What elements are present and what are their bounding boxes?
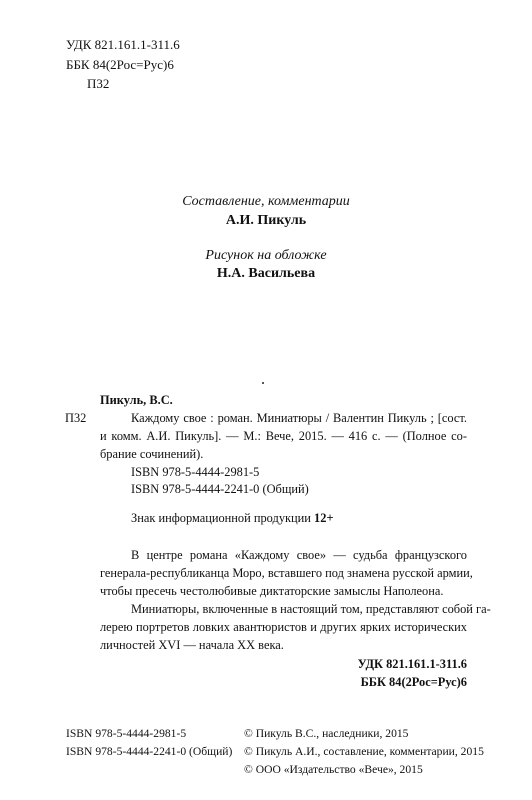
udk-code-top: УДК 821.161.1-311.6 <box>66 37 180 52</box>
annotation-line-6: личностей XVI — начала XX века. <box>100 638 284 652</box>
copyright-compiler: © Пикуль А.И., составление, комментарии, 2015 <box>244 745 484 758</box>
compiler-role: Составление, комментарии <box>182 194 350 209</box>
author-mark-top: П32 <box>87 76 110 91</box>
cover-illustration-role: Рисунок на обложке <box>205 248 327 263</box>
udk-code-bottom: УДК 821.161.1-311.6 <box>357 657 467 671</box>
annotation-line-1: В центре романа «Каждому свое» — судьба французского <box>131 548 467 562</box>
compiler-name: А.И. Пикуль <box>225 213 307 228</box>
annotation-line-4: Миниатюры, включенные в настоящий том, представляют собой га- <box>131 602 491 616</box>
bbk-code-top: ББК 84(2Рос=Рус)6 <box>66 57 174 72</box>
footer-isbn-2: ISBN 978-5-4444-2241-0 (Общий) <box>66 745 233 758</box>
annotation-line-2: генерала-республиканца Моро, вставшего под знамена русской армии, <box>100 566 473 580</box>
age-rating <box>131 509 334 527</box>
footer-isbn-1: ISBN 978-5-4444-2981-5 <box>66 727 187 740</box>
catalog-description-line-1: Каждому свое : роман. Миниатюры / Валентин Пикуль ; [сост. <box>131 411 467 425</box>
bbk-code-bottom: ББК 84(2Рос=Рус)6 <box>360 675 467 689</box>
decorative-dot <box>262 382 264 384</box>
age-rating-label: Знак информационной продукции <box>131 511 311 525</box>
annotation-line-5: лерею портретов ловких авантюристов и других ярких исторических <box>100 620 467 634</box>
catalog-author-mark: П32 <box>65 411 87 425</box>
catalog-author-heading: Пикуль, В.С. <box>100 393 173 407</box>
age-rating-value: 12+ <box>314 511 334 525</box>
copyright-author-heirs: © Пикуль В.С., наследники, 2015 <box>244 727 409 740</box>
cover-illustrator-name: Н.А. Васильева <box>216 266 316 281</box>
annotation-line-3: чтобы пресечь честолюбивые диктаторские замыслы Наполеона. <box>100 584 444 598</box>
catalog-description-line-2: и комм. А.И. Пикуль]. — М.: Вече, 2015. — 416 с. — (Полное со- <box>100 429 467 443</box>
catalog-isbn-2: ISBN 978-5-4444-2241-0 (Общий) <box>131 482 309 496</box>
catalog-isbn-1: ISBN 978-5-4444-2981-5 <box>131 465 260 479</box>
catalog-description-line-3: брание сочинений). <box>100 447 204 461</box>
copyright-publisher: © ООО «Издательство «Вече», 2015 <box>244 763 423 776</box>
